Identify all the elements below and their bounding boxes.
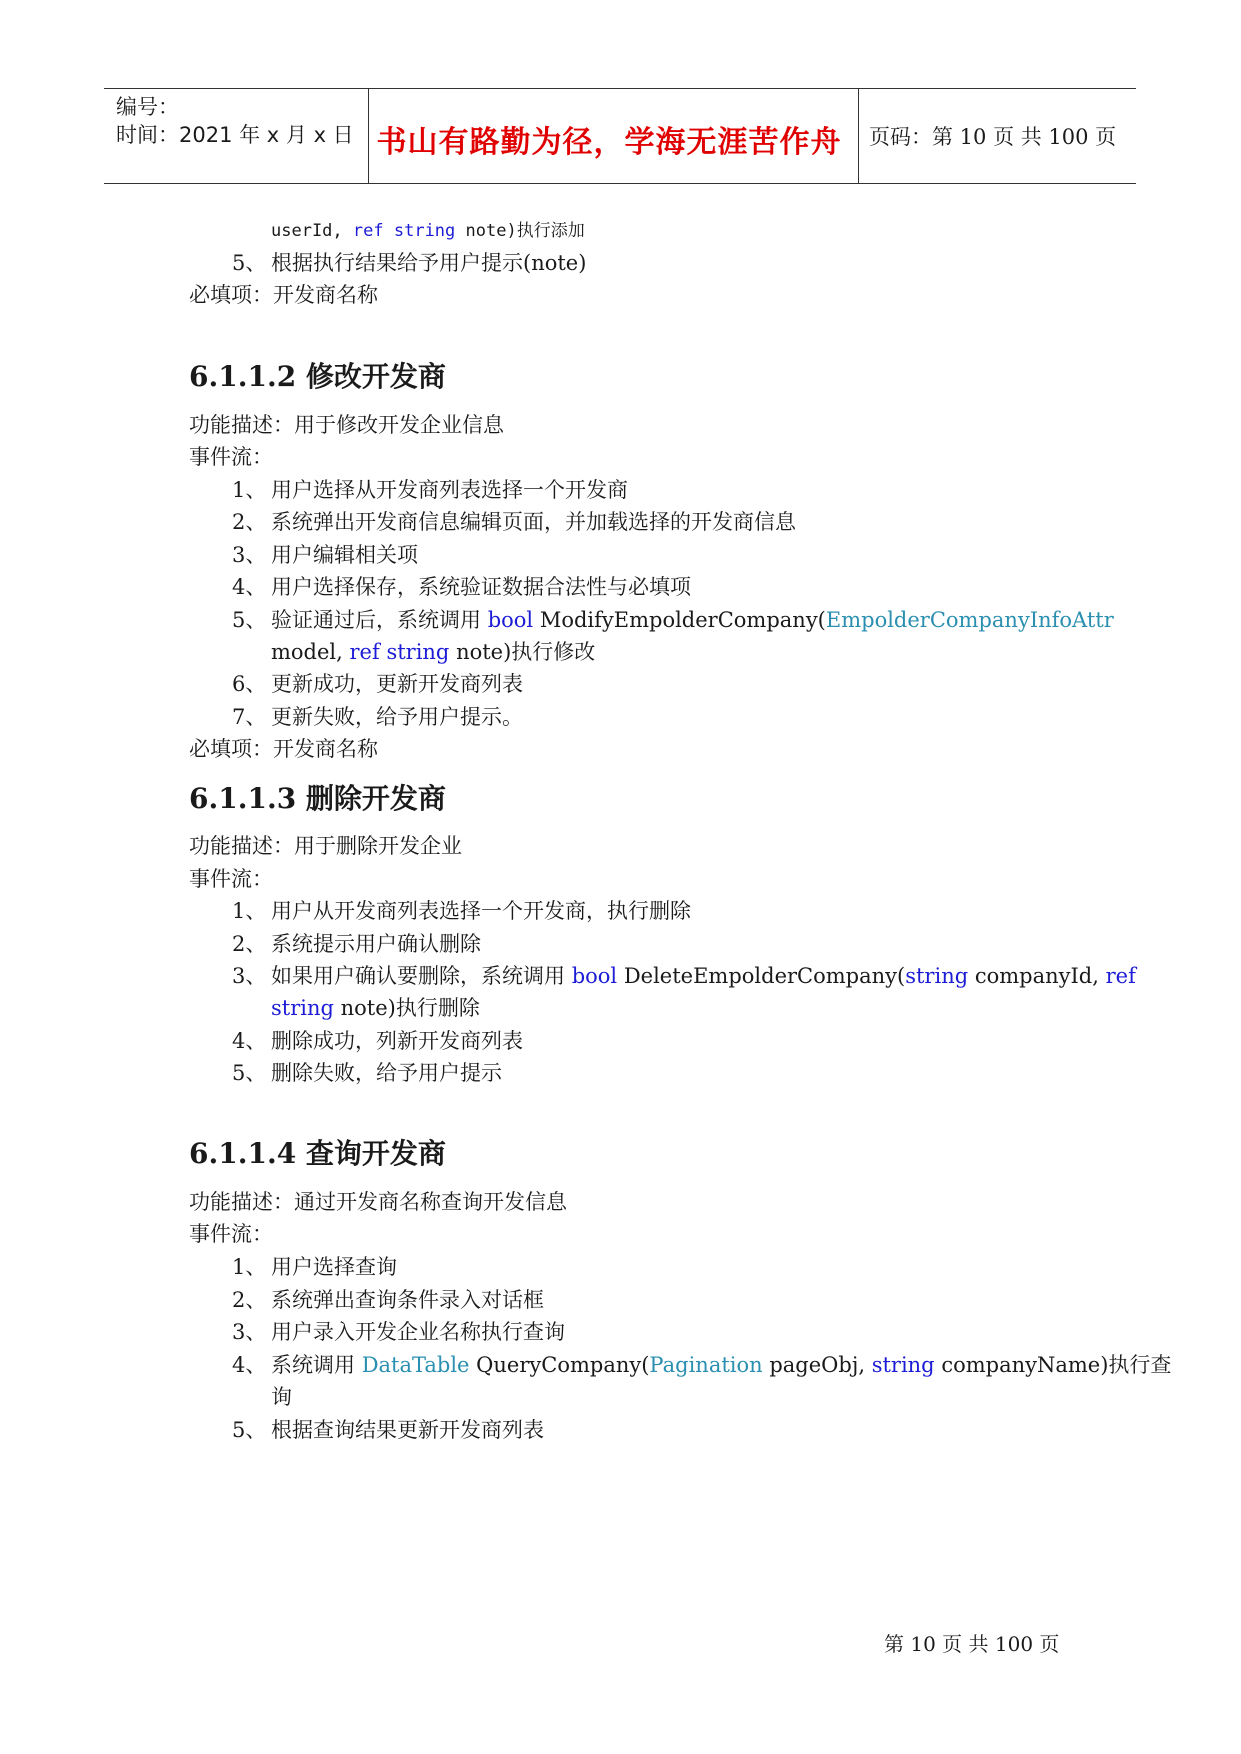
code-type: EmpolderCompanyInfoAttr: [825, 608, 1114, 632]
step-number: 5、: [232, 1418, 267, 1442]
code-text: companyId,: [968, 964, 1106, 988]
code-keyword: ref: [352, 221, 384, 241]
code-text: note)执行删除: [333, 996, 480, 1020]
required-fields: 必填项：开发商名称: [189, 283, 378, 307]
step-text-code-continuation: [271, 636, 595, 666]
step-number: 5、: [232, 1061, 267, 1085]
step-text: 系统弹出开发商信息编辑页面，并加载选择的开发商信息: [271, 510, 796, 534]
step-number: 4、: [232, 1029, 267, 1053]
step-number: 1、: [232, 899, 267, 923]
code-keyword: string: [271, 996, 334, 1020]
step-text: 系统提示用户确认删除: [271, 932, 481, 956]
code-keyword: ref: [1105, 964, 1136, 988]
step-text: 用户选择从开发商列表选择一个开发商: [271, 478, 628, 502]
step-number: 5、: [232, 608, 267, 632]
step-number: 4、: [232, 1353, 267, 1377]
section-heading: 6.1.1.4 查询开发商: [189, 1137, 446, 1170]
code-text: note)执行修改: [449, 640, 596, 664]
step-number: 1、: [232, 1255, 267, 1279]
step-text: 删除成功，列新开发商列表: [271, 1029, 523, 1053]
code-keyword: string: [386, 640, 450, 664]
page-footer: 第 10 页 共 100 页: [884, 1632, 1060, 1656]
code-keyword: bool: [571, 964, 618, 988]
step-text: 更新成功，更新开发商列表: [271, 672, 523, 696]
code-type: Pagination: [649, 1353, 763, 1377]
header-divider-right: [858, 89, 859, 183]
event-flow-label: 事件流：: [189, 867, 273, 891]
section-heading: 6.1.1.3 删除开发商: [189, 782, 446, 815]
function-description: 功能描述：用于修改开发企业信息: [189, 413, 504, 437]
step-text: 根据查询结果更新开发商列表: [271, 1418, 544, 1442]
code-text: ModifyEmpolderCompany(: [533, 608, 826, 632]
step-number: 4、: [232, 575, 267, 599]
code-keyword: string: [871, 1353, 935, 1377]
step-text: 用户选择查询: [271, 1255, 397, 1279]
code-text: companyName)执行查: [934, 1353, 1172, 1377]
page-header: [104, 88, 1136, 184]
required-fields: 必填项：开发商名称: [189, 737, 378, 761]
header-motto: 书山有路勤为径，学海无涯苦作舟: [376, 125, 842, 160]
code-text: 系统调用: [271, 1353, 362, 1377]
step-text: 更新失败，给予用户提示。: [271, 705, 523, 729]
step-number: 6、: [232, 672, 267, 696]
code-text: 验证通过后，系统调用: [271, 608, 488, 632]
code-keyword: ref: [349, 640, 380, 664]
step-number: 5、: [232, 251, 267, 275]
function-description: 功能描述：用于删除开发企业: [189, 834, 462, 858]
step-text-code-continuation: [271, 992, 480, 1022]
code-text: userId,: [271, 221, 353, 241]
code-text: QueryCompany(: [469, 1353, 650, 1377]
step-text: 用户选择保存，系统验证数据合法性与必填项: [271, 575, 691, 599]
function-description: 功能描述：通过开发商名称查询开发信息: [189, 1190, 567, 1214]
step-number: 2、: [232, 510, 267, 534]
code-type: DataTable: [361, 1353, 470, 1377]
step-text: 系统弹出查询条件录入对话框: [271, 1288, 544, 1312]
code-text: model,: [271, 640, 350, 664]
code-keyword: string: [393, 221, 456, 241]
event-flow-label: 事件流：: [189, 1222, 273, 1246]
code-text: pageObj,: [762, 1353, 872, 1377]
code-text: note)执行添加: [455, 221, 585, 241]
step-text: 用户录入开发企业名称执行查询: [271, 1320, 565, 1344]
step-text: 用户从开发商列表选择一个开发商，执行删除: [271, 899, 691, 923]
code-text: 如果用户确认要删除，系统调用: [271, 964, 572, 988]
step-text-code: [271, 604, 1114, 634]
step-text-code: [271, 960, 1136, 990]
step-number: 2、: [232, 932, 267, 956]
step-text: 用户编辑相关项: [271, 543, 418, 567]
event-flow-label: 事件流：: [189, 445, 273, 469]
step-number: 3、: [232, 964, 267, 988]
header-meta: [116, 93, 354, 149]
step-number: 3、: [232, 1320, 267, 1344]
code-continuation-line: [271, 216, 585, 241]
step-text: 删除失败，给予用户提示: [271, 1061, 502, 1085]
step-text-continuation: 询: [271, 1385, 292, 1409]
code-text: DeleteEmpolderCompany(: [617, 964, 906, 988]
header-date: 时间：2021 年 x 月 x 日: [116, 123, 354, 147]
step-number: 2、: [232, 1288, 267, 1312]
step-text-code: [271, 1349, 1171, 1379]
step-number: 7、: [232, 705, 267, 729]
code-keyword: string: [905, 964, 969, 988]
section-heading: 6.1.1.2 修改开发商: [189, 360, 446, 393]
step-number: 1、: [232, 478, 267, 502]
code-keyword: bool: [487, 608, 534, 632]
step-number: 3、: [232, 543, 267, 567]
header-number: 编号：: [116, 95, 179, 119]
step-text: 根据执行结果给予用户提示(note): [271, 251, 587, 275]
header-page-number: 页码：第 10 页 共 100 页: [869, 125, 1117, 149]
